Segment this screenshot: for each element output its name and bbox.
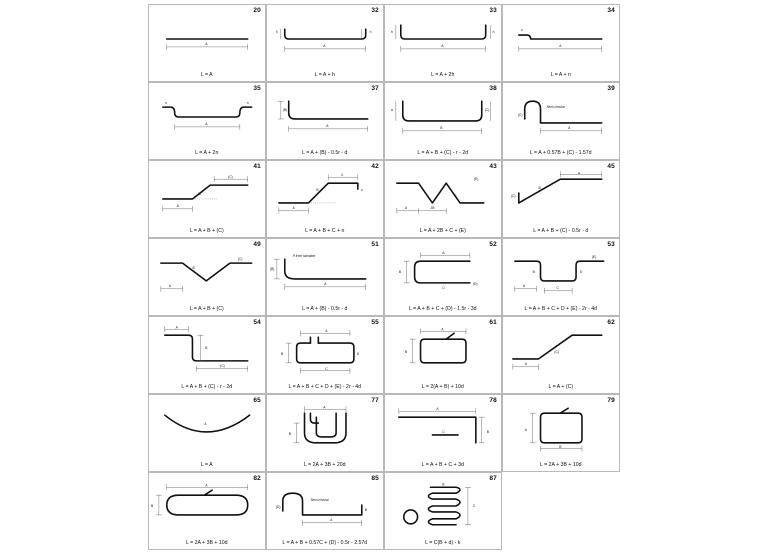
shape-formula: L = A + B + C + (D) - 1.5r - 3d xyxy=(408,305,477,312)
svg-text:(B): (B) xyxy=(269,266,274,271)
shape-formula: L = A + 2n xyxy=(195,149,219,156)
svg-text:B: B xyxy=(364,507,367,512)
shape-cell-38[interactable] xyxy=(384,82,503,161)
svg-text:B: B xyxy=(191,265,195,270)
shape-cell-39[interactable] xyxy=(502,82,621,161)
shape-cell-33[interactable] xyxy=(384,4,503,83)
svg-text:C: C xyxy=(340,172,343,177)
shape-code-number: 39 xyxy=(607,84,615,92)
shape-drawing-41 xyxy=(149,169,266,221)
shape-code-number: 54 xyxy=(253,318,261,326)
svg-text:B: B xyxy=(197,191,201,196)
svg-text:h: h xyxy=(390,29,393,34)
shape-cell-62[interactable] xyxy=(502,316,621,395)
shape-cell-54[interactable] xyxy=(148,316,267,395)
shape-code-number: 43 xyxy=(489,162,497,170)
shape-formula: L = A + B + (C) - r - 2d xyxy=(417,149,469,156)
svg-text:A: A xyxy=(203,421,207,426)
svg-text:A: A xyxy=(324,328,327,333)
shape-code-number: 37 xyxy=(371,84,379,92)
shape-formula: L = 2A + 3B + 10d xyxy=(186,539,228,546)
shape-drawing-77 xyxy=(267,403,384,455)
svg-text:B: B xyxy=(439,125,443,130)
shape-cell-78[interactable] xyxy=(384,394,503,473)
shape-drawing-37 xyxy=(267,91,384,143)
svg-text:2B: 2B xyxy=(429,205,435,210)
svg-text:B: B xyxy=(315,187,319,192)
svg-text:A: A xyxy=(323,281,326,286)
svg-text:C: C xyxy=(472,503,475,508)
svg-text:B: B xyxy=(280,351,283,356)
shape-cell-65[interactable] xyxy=(148,394,267,473)
svg-text:A: A xyxy=(404,205,407,210)
svg-text:D: D xyxy=(356,351,359,356)
shape-cell-79[interactable] xyxy=(502,394,621,473)
svg-text:A: A xyxy=(322,404,326,409)
svg-text:(B): (B) xyxy=(282,107,287,112)
svg-text:A: A xyxy=(522,283,525,288)
shape-formula: L = 2A + 3B + 10d xyxy=(540,461,582,468)
shape-code-number: 79 xyxy=(607,396,615,404)
svg-text:A: A xyxy=(204,41,208,46)
svg-text:B: B xyxy=(404,349,407,354)
svg-text:(D): (D) xyxy=(275,504,281,509)
svg-text:(E): (E) xyxy=(591,254,596,259)
shape-drawing-55 xyxy=(267,325,384,377)
shape-drawing-32 xyxy=(267,13,384,65)
shape-drawing-53 xyxy=(503,247,620,299)
svg-text:B: B xyxy=(441,481,444,486)
svg-text:B: B xyxy=(398,269,401,274)
shape-drawing-43 xyxy=(385,169,502,221)
shape-code-number: 33 xyxy=(489,6,497,14)
shape-cell-61[interactable] xyxy=(384,316,503,395)
shape-formula: L = A + B + C + n xyxy=(305,227,345,234)
svg-text:C: C xyxy=(441,285,445,290)
shape-formula: L = A + B + (C) xyxy=(189,227,224,234)
svg-text:(E): (E) xyxy=(473,176,478,181)
shape-drawing-51 xyxy=(267,247,384,299)
svg-text:A: A xyxy=(176,203,179,208)
svg-text:n: n xyxy=(360,187,363,192)
svg-text:C: C xyxy=(324,366,328,371)
shape-cell-85[interactable] xyxy=(266,472,385,551)
svg-text:A: A xyxy=(577,170,580,175)
svg-text:A: A xyxy=(292,205,295,210)
shape-code-number: 85 xyxy=(371,474,379,482)
svg-text:B: B xyxy=(486,429,489,434)
shape-formula: L = A + 2B + C + (E) xyxy=(419,227,466,234)
shape-drawing-61 xyxy=(385,325,502,377)
shape-formula: L = A xyxy=(200,461,213,468)
shape-cell-77[interactable] xyxy=(266,394,385,473)
svg-text:C: C xyxy=(555,285,559,290)
svg-text:Semi-circular: Semi-circular xyxy=(545,104,565,109)
svg-text:h: h xyxy=(275,29,278,34)
svg-text:A: A xyxy=(524,361,527,366)
svg-text:n: n xyxy=(246,100,249,105)
shape-formula: L = A + B + C + 3d xyxy=(421,461,464,468)
svg-text:A: A xyxy=(440,326,444,331)
svg-text:(C): (C) xyxy=(510,193,516,198)
shape-cell-51[interactable] xyxy=(266,238,385,317)
svg-text:(C): (C) xyxy=(237,256,243,261)
svg-text:B: B xyxy=(538,185,541,190)
shape-drawing-79 xyxy=(503,403,620,455)
svg-text:A: A xyxy=(329,517,332,522)
shape-cell-42[interactable] xyxy=(266,160,385,239)
svg-text:C: C xyxy=(441,429,445,434)
svg-text:A: A xyxy=(558,43,562,48)
shape-formula: L = C(B + d) - k xyxy=(425,539,461,546)
svg-text:B: B xyxy=(150,503,153,508)
svg-text:n: n xyxy=(520,27,523,32)
svg-text:D: D xyxy=(579,269,582,274)
shape-formula: L = A + B + 0.57C + (D) - 0.5r - 2.57d xyxy=(282,539,368,546)
shape-drawing-39 xyxy=(503,91,620,143)
svg-text:A: A xyxy=(390,107,393,112)
shape-drawing-45 xyxy=(503,169,620,221)
shape-cell-52[interactable] xyxy=(384,238,503,317)
shape-drawing-82 xyxy=(149,481,266,533)
shape-cell-20[interactable] xyxy=(148,4,267,83)
shape-cell-45[interactable] xyxy=(502,160,621,239)
shape-code-number: 61 xyxy=(489,318,497,326)
svg-text:A: A xyxy=(325,123,328,128)
shape-code-number: 77 xyxy=(371,396,379,404)
shape-code-number: 45 xyxy=(607,162,615,170)
shape-code-number: 78 xyxy=(489,396,497,404)
svg-text:A: A xyxy=(322,43,326,48)
shape-cell-41[interactable] xyxy=(148,160,267,239)
shape-formula: L = A + (B) - 0.5r - d xyxy=(302,305,348,312)
shape-formula: L = A + (B) - 0.5r - d xyxy=(302,149,348,156)
shape-cell-43[interactable] xyxy=(384,160,503,239)
shape-drawing-49 xyxy=(149,247,266,299)
shape-formula: L = 2(A + B) + 10d xyxy=(421,383,464,390)
svg-text:(C): (C) xyxy=(227,174,233,179)
svg-text:A: A xyxy=(435,406,439,411)
svg-text:h: h xyxy=(492,29,494,34)
shape-code-number: 55 xyxy=(371,318,379,326)
shape-drawing-52 xyxy=(385,247,502,299)
svg-text:A: A xyxy=(204,482,208,487)
shape-formula: L = A + 2h xyxy=(431,71,455,78)
shape-formula: L = A + B + C + D + (E) - 2r - 4d xyxy=(524,305,598,312)
svg-text:A: A xyxy=(204,121,208,126)
svg-text:Semi-circular: Semi-circular xyxy=(309,497,329,502)
shape-code-number: 42 xyxy=(371,162,379,170)
shape-formula: L = A + B + (C) - r - 2d xyxy=(181,383,233,390)
shape-formula: L = 2A + 3B + 20d xyxy=(304,461,346,468)
svg-text:n: n xyxy=(164,100,167,105)
svg-text:R from standard: R from standard xyxy=(292,253,315,258)
svg-text:B: B xyxy=(532,269,535,274)
shape-code-number: 51 xyxy=(371,240,379,248)
shape-cell-32[interactable] xyxy=(266,4,385,83)
shape-drawing-34 xyxy=(503,13,620,65)
svg-text:C: C xyxy=(453,193,457,198)
shape-drawing-87 xyxy=(385,481,502,533)
svg-text:(C): (C) xyxy=(219,363,225,368)
shape-formula: L = A + B + (C) - 0.5r - d xyxy=(533,227,589,234)
shape-cell-55[interactable] xyxy=(266,316,385,395)
shape-formula: L = A + (C) xyxy=(548,383,574,390)
shape-code-number: 82 xyxy=(253,474,261,482)
shape-formula: L = A xyxy=(200,71,213,78)
shape-grid xyxy=(148,4,620,550)
shape-cell-34[interactable] xyxy=(502,4,621,83)
shape-formula: L = A + h xyxy=(314,71,335,78)
shape-drawing-54 xyxy=(149,325,266,377)
svg-text:h: h xyxy=(369,29,372,34)
svg-text:A: A xyxy=(175,324,178,329)
svg-text:A: A xyxy=(440,43,444,48)
shape-drawing-78 xyxy=(385,403,502,455)
shape-cell-82[interactable] xyxy=(148,472,267,551)
shape-drawing-62 xyxy=(503,325,620,377)
shape-code-number: 49 xyxy=(253,240,261,248)
shape-drawing-42 xyxy=(267,169,384,221)
shape-code-number: 62 xyxy=(607,318,615,326)
svg-text:A: A xyxy=(441,250,444,255)
shape-code-number: 38 xyxy=(489,84,497,92)
shape-code-number: 20 xyxy=(253,6,261,14)
shape-cell-53[interactable] xyxy=(502,238,621,317)
svg-text:A: A xyxy=(567,125,570,130)
shape-code-number: 53 xyxy=(607,240,615,248)
shape-cell-35[interactable] xyxy=(148,82,267,161)
shape-cell-49[interactable] xyxy=(148,238,267,317)
svg-text:(C): (C) xyxy=(553,349,559,354)
shape-code-number: 65 xyxy=(253,396,261,404)
svg-text:(C): (C) xyxy=(517,112,522,117)
shape-drawing-20 xyxy=(149,13,266,65)
shape-drawing-85 xyxy=(267,481,384,533)
shape-cell-37[interactable] xyxy=(266,82,385,161)
shape-drawing-33 xyxy=(385,13,502,65)
svg-text:B: B xyxy=(288,431,291,436)
shape-code-number: 41 xyxy=(253,162,261,170)
shape-formula: L = A + B + (C) xyxy=(189,305,224,312)
shape-drawing-35 xyxy=(149,91,266,143)
shape-formula: L = A + 0.57B + (C) - 1.57d xyxy=(529,149,592,156)
shape-code-number: 35 xyxy=(253,84,261,92)
shape-drawing-38 xyxy=(385,91,502,143)
shape-formula: L = A + B + C + D + (E) - 2r - 4d xyxy=(288,383,362,390)
shape-formula: L = A + n xyxy=(550,71,571,78)
shape-code-number: 87 xyxy=(489,474,497,482)
svg-text:B: B xyxy=(558,444,562,449)
shape-code-number: 52 xyxy=(489,240,497,248)
svg-text:(C): (C) xyxy=(484,107,489,112)
shape-cell-87[interactable] xyxy=(384,472,503,551)
shape-code-number: 34 xyxy=(607,6,615,14)
shape-code-number: 32 xyxy=(371,6,379,14)
shape-drawing-65 xyxy=(149,403,266,455)
svg-text:A: A xyxy=(168,283,171,288)
svg-text:B: B xyxy=(204,345,208,350)
svg-text:A: A xyxy=(524,427,527,432)
svg-text:(D): (D) xyxy=(472,281,478,286)
